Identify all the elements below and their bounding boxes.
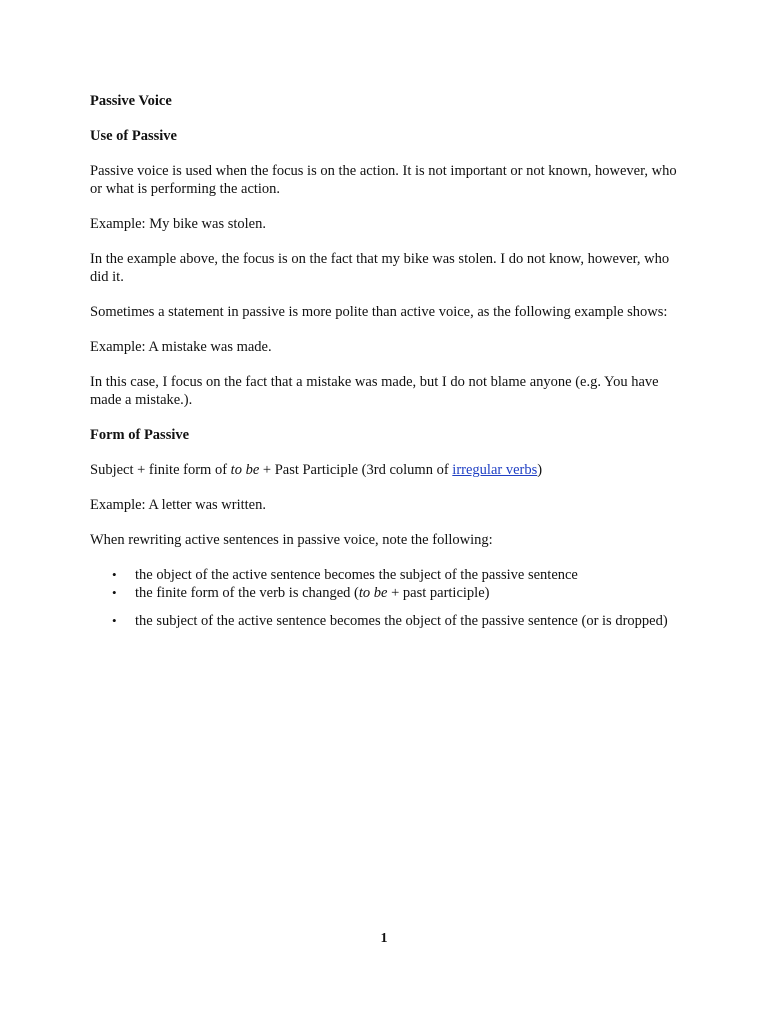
formula-text-1: Subject + finite form of (90, 462, 231, 478)
example-letter: Example: A letter was written. (90, 497, 266, 513)
list-item (90, 584, 680, 602)
paragraph-rewrite-note: When rewriting active sentences in passive voice, note the following: (90, 532, 493, 548)
heading-use-of-passive: Use of Passive (90, 128, 177, 144)
page-number: 1 (380, 931, 388, 946)
formula-text-3: ) (537, 462, 543, 478)
paragraph-polite-note: Sometimes a statement in passive is more polite than active voice, as the following example shows: (90, 304, 668, 320)
list-item-text: the subject of the active sentence becomes the object of the passive sentence (or is dropped) (135, 613, 668, 629)
example-bike: Example: My bike was stolen. (90, 216, 266, 232)
heading-form-of-passive: Form of Passive (90, 427, 190, 443)
paragraph-explanation-mistake: In this case, I focus on the fact that a mistake was made, but I do not blame anyone (e.g. You have made a mistake.). (90, 374, 659, 408)
paragraph-formula (90, 461, 680, 479)
formula-to-be: to be (230, 462, 260, 478)
list-item-italic: to be (358, 585, 388, 601)
bullet-icon: • (112, 567, 117, 582)
bullet-icon: • (112, 585, 117, 600)
list-item-text (135, 585, 489, 601)
irregular-verbs-link[interactable]: irregular verbs (452, 462, 538, 478)
list-item (90, 612, 680, 630)
list-item-text-part: the finite form of the verb is changed ( (135, 585, 359, 601)
formula-text-2: + Past Participle (3rd column of (259, 462, 453, 478)
list-item-text-part: + past participle) (387, 585, 490, 601)
list-item-text: the object of the active sentence becomes the subject of the passive sentence (135, 567, 578, 583)
paragraph-explanation-bike: In the example above, the focus is on the fact that my bike was stolen. I do not know, however, who did it. (90, 251, 670, 285)
notes-list (90, 566, 680, 630)
document-page (90, 92, 680, 630)
paragraph-intro: Passive voice is used when the focus is on the action. It is not important or not known, however, who or what is performing the action. (90, 163, 677, 197)
list-item (90, 566, 680, 584)
document-title: Passive Voice (90, 93, 172, 109)
bullet-icon: • (112, 613, 117, 628)
example-mistake: Example: A mistake was made. (90, 339, 272, 355)
